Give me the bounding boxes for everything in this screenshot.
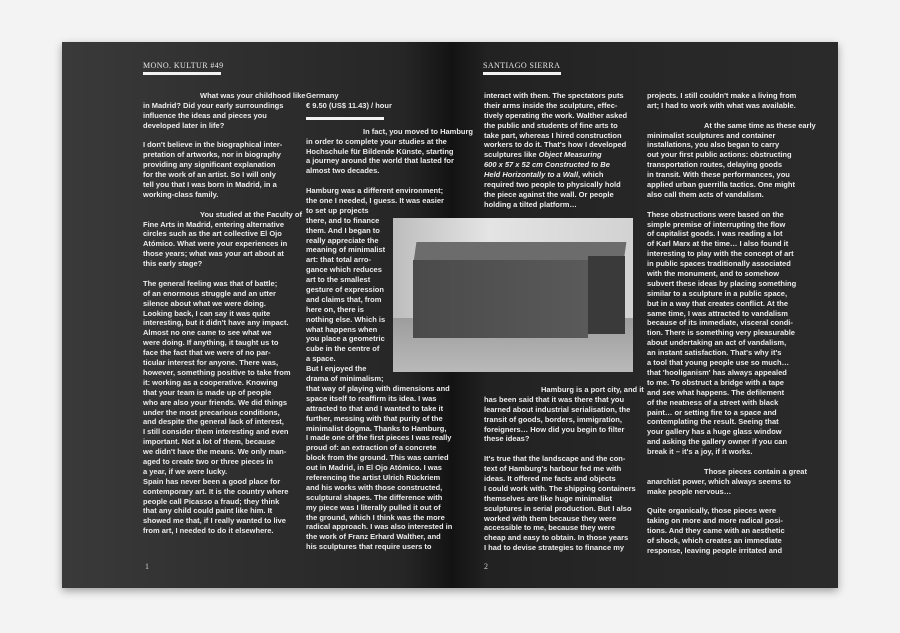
article-header: SANTIAGO SIERRA — [483, 61, 561, 70]
text-line: a journey around the world that lasted for — [306, 156, 454, 166]
concrete-block-front — [413, 260, 588, 338]
text-line: the ground, which I think was the more — [306, 512, 445, 522]
text-line: Hamburg was a different environment; — [306, 186, 444, 196]
text-line: to me. To obstruct a bridge with a tape — [647, 377, 784, 387]
text-line: in Madrid? Did your early surroundings — [143, 100, 284, 110]
paragraph-gap — [306, 176, 473, 186]
text-line: also call them acts of vandalism. — [647, 189, 764, 199]
sculpture-photo — [393, 218, 633, 372]
text-line: has been said that it was there that you — [484, 394, 625, 404]
italic-title: Object Measuring — [538, 150, 602, 160]
section-rule — [306, 117, 384, 120]
text-line: Spain has never been a good place for — [143, 476, 281, 486]
text-line: these ideas? — [484, 434, 530, 444]
text-line: I could work with. The shipping containers — [484, 483, 636, 493]
interview-answer — [647, 210, 816, 457]
text-line — [484, 160, 627, 170]
price-rate: € 9.50 (US$ 11.43) / hour — [306, 100, 392, 110]
interview-question — [647, 121, 816, 200]
interview-answer — [647, 506, 816, 555]
text-line: art: that total arro- — [306, 255, 372, 265]
text-line: there, and to finance — [306, 215, 380, 225]
text-line: a space. — [306, 354, 336, 364]
page-number: 2 — [484, 562, 488, 571]
text-line: These obstructions were based on the — [647, 209, 784, 219]
text-line: accessible to me, because they were — [484, 523, 615, 533]
text-line: and asking the gallery owner if you can — [647, 437, 788, 447]
text-line: paint… or setting fire to a space and — [647, 407, 777, 417]
text-line: workers to do it. That's how I developed — [484, 140, 627, 150]
text-line: that 'hooliganism' has always appealed — [647, 367, 787, 377]
text-line: who are also your friends. We did things — [143, 397, 288, 407]
text-line: of the neatness of a street with black — [647, 397, 779, 407]
text-line: of capitalist goods. I was reading a lot — [647, 229, 783, 239]
paragraph-gap — [143, 131, 305, 141]
text-line: themselves are like huge minimalist — [484, 493, 612, 503]
text-line: of Karl Marx at the time… I also found it — [647, 239, 789, 249]
text-line: we didn't have the means. We only man- — [143, 447, 287, 457]
text-line: worked with them because they were — [484, 513, 617, 523]
text-line: my piece was I literally pulled it out of — [306, 502, 441, 512]
text-line: transportation routes, delaying goods — [647, 160, 783, 170]
text-line: under the most precarious conditions, — [143, 407, 280, 417]
text-line: and despite the general lack of interest, — [143, 417, 284, 427]
text-line: block from the ground. This was carried — [306, 453, 449, 463]
text-line: but in a way that creates conflict. At the — [647, 298, 788, 308]
text-line: the public and students of fine arts to — [484, 120, 618, 130]
text-line: of shock, which creates an immediate — [647, 536, 782, 546]
text-line: an instant satisfaction. That's why it's — [647, 348, 782, 358]
interview-question — [143, 91, 305, 131]
text-line: cube in the centre of — [306, 344, 380, 354]
text-line: proud of: an extraction of a concrete — [306, 443, 437, 453]
text-line: face the fact that we were of no par- — [143, 348, 271, 358]
text-line: of an enormous struggle and an utter — [143, 288, 276, 298]
interview-question — [484, 385, 644, 444]
text-line: those years; what was your art about at — [143, 249, 284, 259]
text-line: that your team is made up of people — [143, 387, 272, 397]
text-line: them. And I began to — [306, 225, 380, 235]
text-line: referencing the artist Ulrich Rückriem — [306, 472, 441, 482]
text-line: applied urban guerrilla tactics. One might — [647, 180, 795, 190]
text-line: What was your childhood like — [200, 91, 306, 100]
text-line: and see what happens. The defilement — [647, 387, 785, 397]
text-line: taking on more and more radical posi- — [647, 516, 783, 526]
text-line: with the monument, and to somehow — [647, 269, 780, 279]
text-line: transit of goods, borders, immigration, — [484, 414, 622, 424]
text-line: tively operating the work. Walther asked — [484, 110, 628, 120]
text-line: response, leaving people irritated and — [647, 545, 783, 555]
text-line: ticular interest for anyone. There was, — [143, 358, 279, 368]
text-line: Fine Arts in Madrid, entering alternative — [143, 219, 284, 229]
text-line: important. Not a lot of them, because — [143, 437, 276, 447]
italic-title: 600 x 57 x 52 cm Constructed to Be — [484, 160, 610, 170]
text-line: you place a geometric — [306, 334, 385, 344]
right-column-1-top — [484, 91, 627, 210]
text-line: minimalist dogma. Thanks to Hamburg, — [306, 423, 447, 433]
paragraph-gap — [143, 269, 305, 279]
paragraph-gap — [647, 457, 816, 467]
text-line: sculptures in serial production. But I also — [484, 503, 632, 513]
text-line: further, messing with that purity of the — [306, 413, 443, 423]
text-line: ideas. It offered me facts and objects — [484, 474, 616, 484]
text-line: meaning of minimalist — [306, 245, 386, 255]
text-line: break it – it's a joy, if it works. — [647, 447, 753, 457]
text-line: Atómico. What were your experiences in — [143, 239, 288, 249]
text-line: Hamburg is a port city, and it — [541, 385, 644, 394]
text-line: that way of playing with dimensions and — [306, 383, 450, 393]
text-line: interesting to play with the concept of art — [647, 249, 794, 259]
interview-question — [143, 210, 305, 269]
text-line — [484, 150, 627, 160]
text-line: this early stage? — [143, 259, 203, 269]
text-line: text of Hamburg's harbour fed me with — [484, 464, 622, 474]
text-line: similar to a sculpture in a public space, — [647, 288, 788, 298]
text-line: the one I needed, I guess. It was easier — [306, 196, 444, 206]
text-line: same time, I was attracted to vandalism — [647, 308, 788, 318]
text-line: circles such as the art collective El Ojo — [143, 229, 282, 239]
text-line: what happens when — [306, 324, 378, 334]
text-line: The general feeling was that of battle; — [143, 278, 278, 288]
text-line: Almost no one came to see what we — [143, 328, 272, 338]
text-line: their arms inside the sculpture, effec- — [484, 100, 618, 110]
text-line: tion. There is something very pleasurable — [647, 328, 795, 338]
text-line: showed me that, if I really wanted to live — [143, 516, 286, 526]
left-column-1 — [143, 91, 305, 536]
text-line — [484, 170, 627, 180]
page-number: 1 — [145, 562, 149, 571]
text-line: At the same time as these early — [704, 120, 816, 130]
text-line: In fact, you moved to Hamburg — [363, 126, 474, 136]
text-line: gance which reduces — [306, 265, 382, 275]
text-line: nothing else. Which is — [306, 314, 386, 324]
text-line: a year, if we were lucky. — [143, 466, 228, 476]
text-line: I made one of the first pieces I was really — [306, 433, 452, 443]
text-line: the work of Franz Erhard Walther, and — [306, 532, 441, 542]
text-line: radical approach. I was also interested in — [306, 522, 453, 532]
text-line: holding a tilted platform… — [484, 199, 577, 209]
text-line: contemporary art. It is the country where — [143, 486, 289, 496]
interview-answer — [484, 91, 627, 210]
text-line: here on, there is — [306, 304, 364, 314]
paragraph-gap — [647, 111, 816, 121]
text-line: simple premise of interrupting the flow — [647, 219, 786, 229]
text-line: I had to devise strategies to finance my — [484, 543, 625, 553]
header-rule — [143, 72, 221, 75]
text-line: for the work of an artist. So I will only — [143, 170, 276, 180]
text-line: take part, whereas I hired construction — [484, 130, 622, 140]
text-line: your gallery has a huge glass window — [647, 427, 782, 437]
text-line: out in Madrid, in El Ojo Atómico. I was — [306, 463, 442, 473]
interview-question — [306, 127, 473, 176]
text-line: I don't believe in the biographical inter- — [143, 140, 283, 150]
text-line: because of its immediate, visceral condi- — [647, 318, 793, 328]
text-line: influence the ideas and pieces you — [143, 110, 267, 120]
text-line: space itself to reaffirm its idea. I was — [306, 393, 437, 403]
text-line: projects. I still couldn't make a living from — [647, 91, 797, 100]
text-line: cheap and easy to obtain. In those years — [484, 533, 629, 543]
text-line: But I enjoyed the — [306, 364, 367, 374]
text-line: however, something positive to take from — [143, 367, 291, 377]
text-segment: sculptures like — [484, 150, 539, 160]
text-line: Quite organically, those pieces were — [647, 506, 777, 516]
text-line: people call Picasso a fraud; they think — [143, 496, 280, 506]
text-line: about undertaking an act of vandalism, — [647, 338, 787, 348]
text-line: aged to create two or three pieces in — [143, 456, 274, 466]
price-location: Germany — [306, 91, 339, 100]
interview-answer — [647, 91, 816, 111]
text-line: interesting, but it didn't have any impact. — [143, 318, 289, 328]
interview-answer — [143, 279, 305, 536]
text-line: out your first public actions: obstructing — [647, 150, 792, 160]
text-line: his sculptures that require users to — [306, 542, 432, 552]
text-line: minimalist sculptures and container — [647, 130, 776, 140]
text-line: interact with them. The spectators puts — [484, 91, 624, 100]
right-column-1-bottom — [484, 385, 644, 553]
text-line: learned about industrial serialisation, the — [484, 404, 631, 414]
text-line: in public spaces traditionally associated — [647, 259, 791, 269]
text-line: foreigners… How did you begin to filter — [484, 424, 625, 434]
interview-answer — [143, 140, 305, 199]
paragraph-gap — [647, 200, 816, 210]
text-line: art to the smallest — [306, 275, 371, 285]
text-line: silence about what we were doing. — [143, 298, 266, 308]
header-rule — [483, 72, 561, 75]
text-line: gesture of expression — [306, 285, 384, 295]
text-line: really appreciate the — [306, 235, 379, 245]
text-line: pretation of artworks, nor in biography — [143, 150, 281, 160]
text-line: contemplating the result. Seeing that — [647, 417, 779, 427]
paragraph-gap — [647, 497, 816, 507]
text-line: It's true that the landscape and the con- — [484, 454, 626, 464]
text-line: providing any significant explanation — [143, 160, 276, 170]
text-line: tell you that I was born in Madrid, in a — [143, 180, 277, 190]
text-line: were doing. If anything, it taught us to — [143, 338, 279, 348]
italic-title: Held Horizontally to a Wall — [484, 170, 579, 180]
text-line: and his works with those constructed, — [306, 482, 443, 492]
text-line: attracted to that and I wanted to take it — [306, 403, 444, 413]
text-line: in transit. With these performances, you — [647, 170, 790, 180]
text-line: Looking back, I can say it was quite — [143, 308, 271, 318]
text-line: sculptural shapes. The difference with — [306, 492, 443, 502]
text-line: You studied at the Faculty of — [200, 209, 302, 219]
text-line: art; I had to work with what was available. — [647, 100, 796, 110]
text-line: in order to complete your studies at the — [306, 136, 447, 146]
text-line: required two people to physically hold — [484, 180, 621, 190]
text-line: anarchist power, which always seems to — [647, 476, 791, 486]
interview-answer — [484, 454, 644, 553]
text-line: a tool that young people use so much… — [647, 358, 790, 368]
text-line: the piece against the wall. Or people — [484, 189, 614, 199]
text-line: I still consider them interesting and even — [143, 427, 289, 437]
concrete-block-side — [588, 256, 625, 334]
text-line: installations, you also began to carry — [647, 140, 780, 150]
text-line: drama of minimalism; — [306, 374, 384, 384]
text-line: and claims that, from — [306, 294, 382, 304]
text-line: developed later in life? — [143, 120, 225, 130]
text-line: Those pieces contain a great — [704, 466, 807, 476]
text-line: make people nervous… — [647, 486, 732, 496]
paragraph-gap — [143, 200, 305, 210]
text-line: from art, I needed to do it elsewhere. — [143, 526, 274, 536]
paragraph-gap — [484, 444, 644, 454]
text-line: working-class family. — [143, 189, 219, 199]
text-line: Hochschule für Bildende Künste, starting — [306, 146, 454, 156]
interview-question — [647, 467, 816, 497]
text-line: subvert these ideas by placing something — [647, 278, 797, 288]
text-line: to set up projects — [306, 205, 369, 215]
right-column-2 — [647, 91, 816, 556]
text-line: tions. And they came with an aesthetic — [647, 526, 785, 536]
text-line: it: working as a cooperative. Knowing — [143, 377, 278, 387]
text-segment: , which — [578, 170, 604, 180]
magazine-header: MONO. KULTUR #49 — [143, 61, 224, 70]
text-line: almost two decades. — [306, 166, 380, 176]
text-line: that any child could paint like him. It — [143, 506, 273, 516]
